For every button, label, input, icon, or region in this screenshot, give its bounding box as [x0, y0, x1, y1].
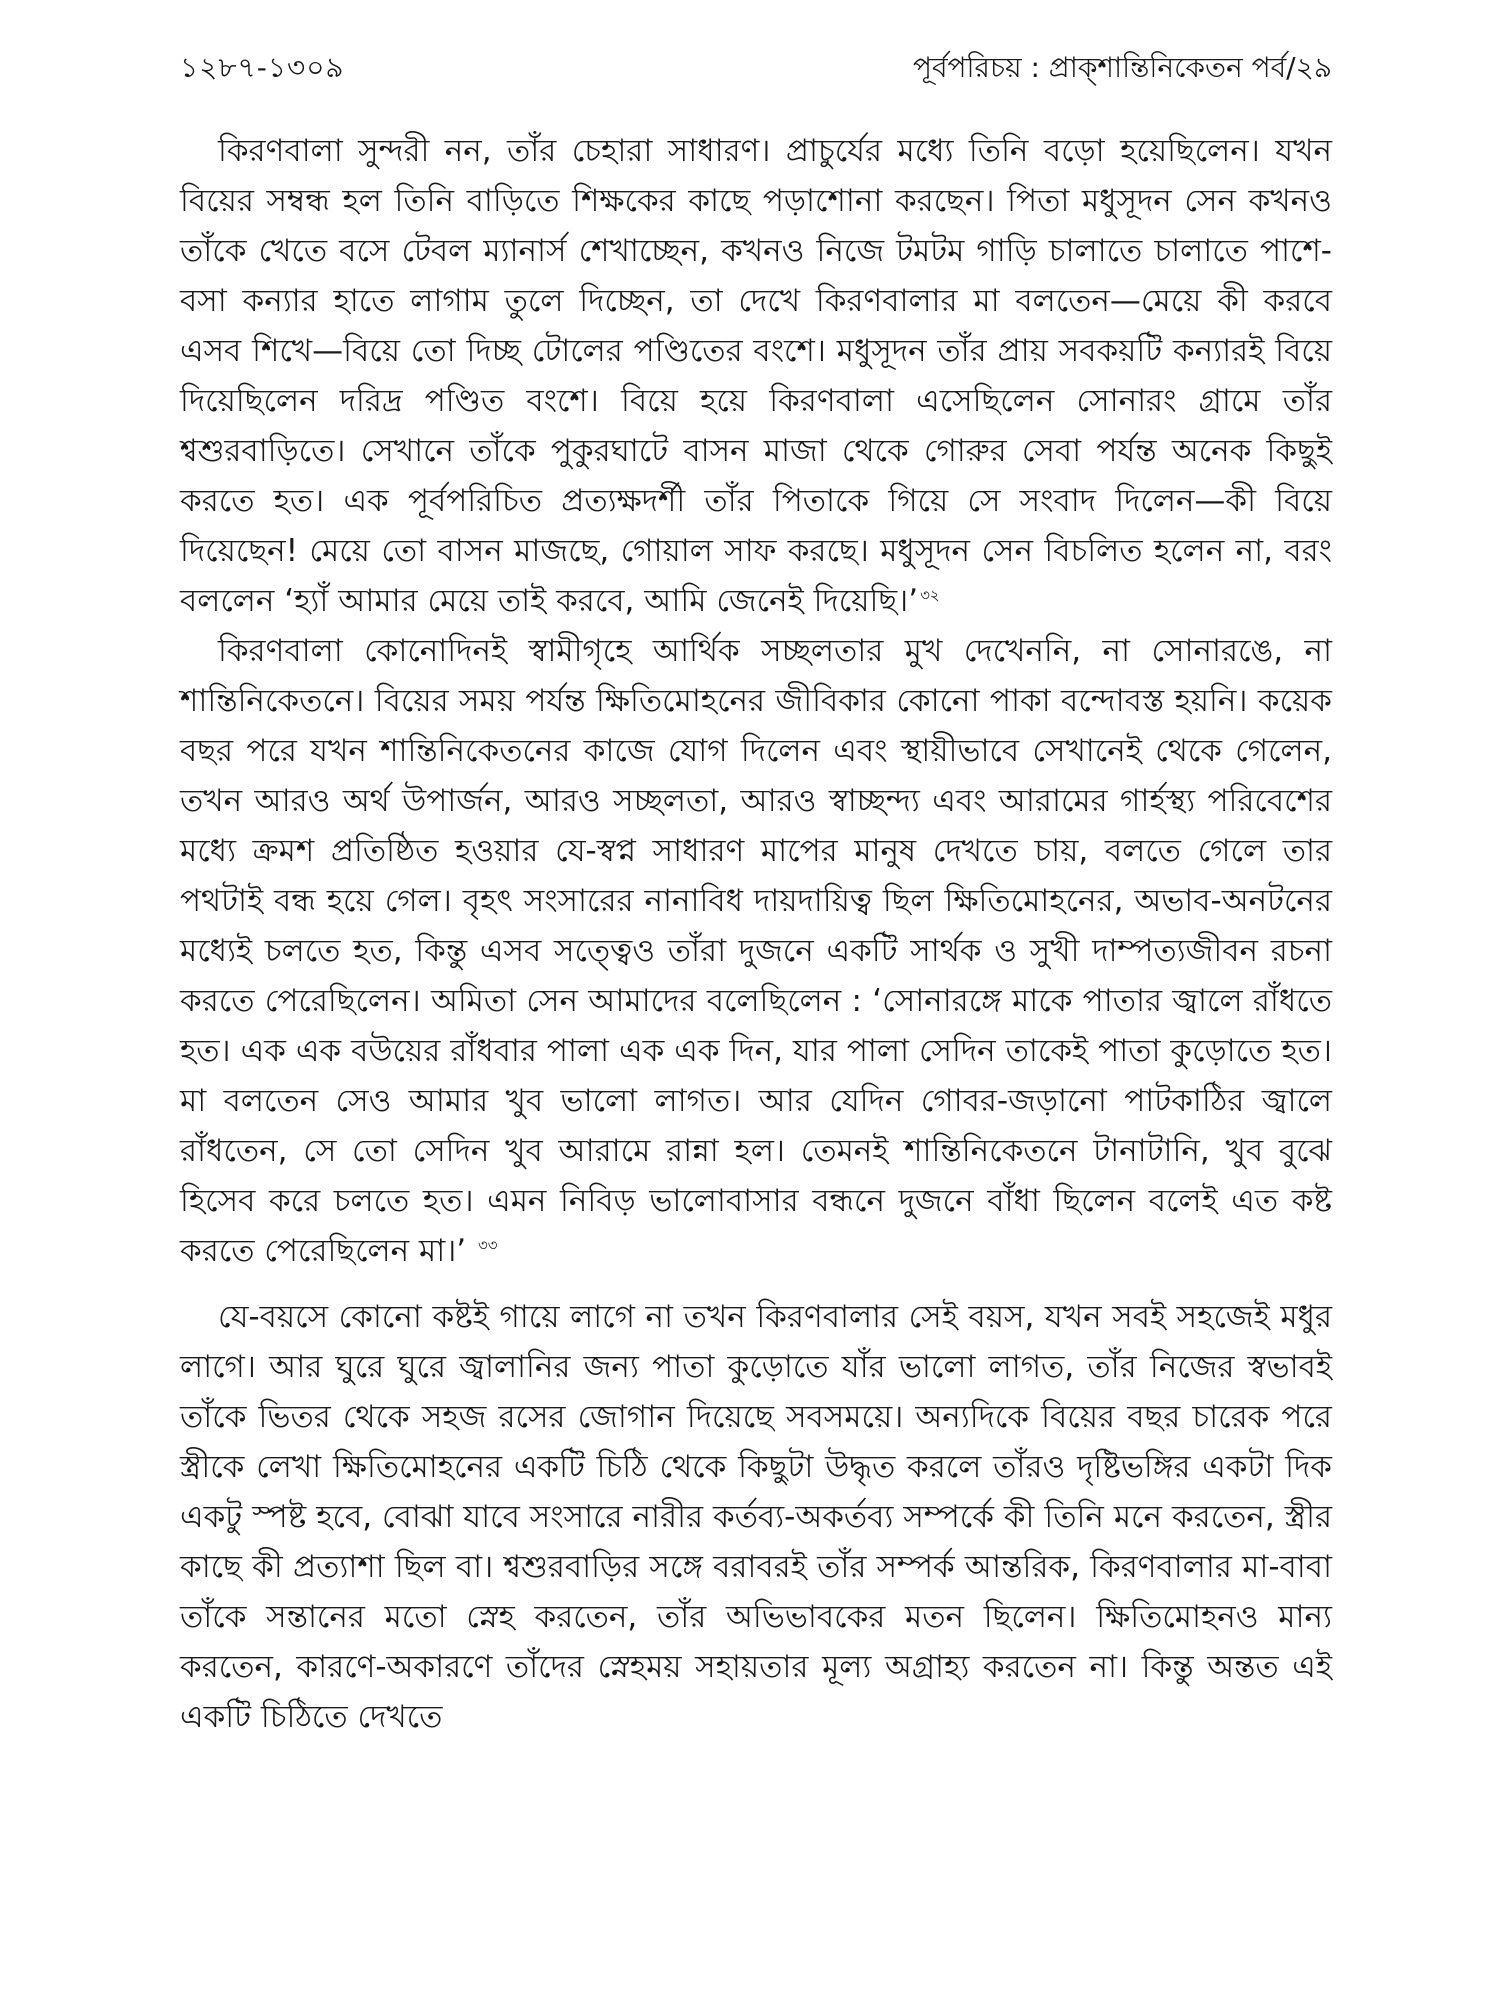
paragraph-1 [180, 126, 1332, 626]
section-title: পূর্বপরিচয় : প্রাক্‌শান্তিনিকেতন পর্ব/২৯ [912, 51, 1332, 84]
paragraph-1-text: কিরণবালা সুন্দরী নন, তাঁর চেহারা সাধারণ। প্রাচুর্যের মধ্যে তিনি বড়ো হয়েছিলেন। যখন বিয়ের সম্বন্ধ হল তিনি বাড়িতে শিক্ষকের কাছে পড়াশোনা করছেন। পিতা মধুসূদন সেন কখনও তাঁকে খেতে বসে টেবল ম্যানার্স শেখাচ্ছেন, কখনও নিজে টমটম গাড়ি চালাতে চালাতে পাশে-বসা কন্যার হাতে লাগাম তুলে দিচ্ছেন, তা দেখে কিরণবালার মা বলতেন—মেয়ে কী করবে এসব শিখে—বিয়ে তো দিচ্ছ টোলের পণ্ডিতের বংশে। মধুসূদন তাঁর প্রায় সবকয়টি কন্যারই বিয়ে দিয়েছিলেন দরিদ্র পণ্ডিত বংশে। বিয়ে হয়ে কিরণবালা এসেছিলেন সোনারং গ্রামে তাঁর শ্বশুরবাড়িতে। সেখানে তাঁকে পুকুরঘাটে বাসন মাজা থেকে গোরুর সেবা পর্যন্ত অনেক কিছুই করতে হত। এক পূর্বপরিচিত প্রত্যক্ষদর্শী তাঁর পিতাকে গিয়ে সে সংবাদ দিলেন—কী বিয়ে দিয়েছেন! মেয়ে তো বাসন মাজছে, গোয়াল সাফ করছে। মধুসূদন সেন বিচলিত হলেন না, বরং বললেন ‘হ্যাঁ আমার মেয়ে তাই করবে, আমি জেনেই দিয়েছি।’ [180, 133, 1332, 619]
paragraph-2-text: কিরণবালা কোনোদিনই স্বামীগৃহে আর্থিক সচ্ছলতার মুখ দেখেননি, না সোনারঙে, না শান্তিনিকেতনে। বিয়ের সময় পর্যন্ত ক্ষিতিমোহনের জীবিকার কোনো পাকা বন্দোবস্ত হয়নি। কয়েক বছর পরে যখন শান্তিনিকেতনের কাজে যোগ দিলেন এবং স্থায়ীভাবে সেখানেই থেকে গেলেন, তখন আরও অর্থ উপার্জন, আরও সচ্ছলতা, আরও স্বাচ্ছন্দ্য এবং আরামের গার্হস্থ্য পরিবেশের মধ্যে ক্রমশ প্রতিষ্ঠিত হওয়ার যে-স্বপ্ন সাধারণ মাপের মানুষ দেখতে চায়, বলতে গেলে তার পথটাই বন্ধ হয়ে গেল। বৃহৎ সংসারের নানাবিধ দায়দায়িত্ব ছিল ক্ষিতিমোহনের, অভাব-অনটনের মধ্যেই চলতে হত, কিন্তু এসব সত্ত্বেও তাঁরা দুজনে একটি সার্থক ও সুখী দাম্পত্যজীবন রচনা করতে পেরেছিলেন। অমিতা সেন আমাদের বলেছিলেন : ‘সোনারঙ্গে মাকে পাতার জ্বালে রাঁধতে হত। এক এক বউয়ের রাঁধবার পালা এক এক দিন, যার পালা সেদিন তাকেই পাতা কুড়োতে হত। মা বলতেন সেও আমার খুব ভালো লাগত। আর যেদিন গোবর-জড়ানো পাটকাঠির জ্বালে রাঁধতেন, সে তো সেদিন খুব আরামে রান্না হল। তেমনই শান্তিনিকেতনে টানাটানি, খুব বুঝে হিসেব করে চলতে হত। এমন নিবিড় ভালোবাসার বন্ধনে দুজনে বাঁধা ছিলেন বলেই এত কষ্ট করতে পেরেছিলেন মা।’ [180, 633, 1332, 1269]
footnote-ref-32: ৩২ [920, 585, 940, 604]
footnote-ref-33: ৩৩ [478, 1235, 498, 1254]
paragraph-2 [180, 626, 1332, 1276]
paragraph-3-text: যে-বয়সে কোনো কষ্টই গায়ে লাগে না তখন কিরণবালার সেই বয়স, যখন সবই সহজেই মধুর লাগে। আর ঘুরে ঘুরে জ্বালানির জন্য পাতা কুড়োতে যাঁর ভালো লাগত, তাঁর নিজের স্বভাবই তাঁকে ভিতর থেকে সহজ রসের জোগান দিয়েছে সবসময়ে। অন্যদিকে বিয়ের বছর চারেক পরে স্ত্রীকে লেখা ক্ষিতিমোহনের একটি চিঠি থেকে কিছুটা উদ্ধৃত করলে তাঁরও দৃষ্টিভঙ্গির একটা দিক একটু স্পষ্ট হবে, বোঝা যাবে সংসারে নারীর কর্তব্য-অকর্তব্য সম্পর্কে কী তিনি মনে করতেন, স্ত্রীর কাছে কী প্রত্যাশা ছিল বা। শ্বশুরবাড়ির সঙ্গে বরাবরই তাঁর সম্পর্ক আন্তরিক, কিরণবালার মা-বাবা তাঁকে সন্তানের মতো স্নেহ করতেন, তাঁর অভিভাবকের মতন ছিলেন। ক্ষিতিমোহনও মান্য করতেন, কারণে-অকারণে তাঁদের স্নেহময় সহায়তার মূল্য অগ্রাহ্য করতেন না। কিন্তু অন্তত এই একটি চিঠিতে দেখতে [180, 1299, 1332, 1735]
paragraph-3 [180, 1292, 1332, 1742]
body-text [180, 126, 1332, 1742]
running-header [180, 48, 1332, 88]
page-range: ১২৮৭-১৩০৯ [180, 51, 345, 84]
